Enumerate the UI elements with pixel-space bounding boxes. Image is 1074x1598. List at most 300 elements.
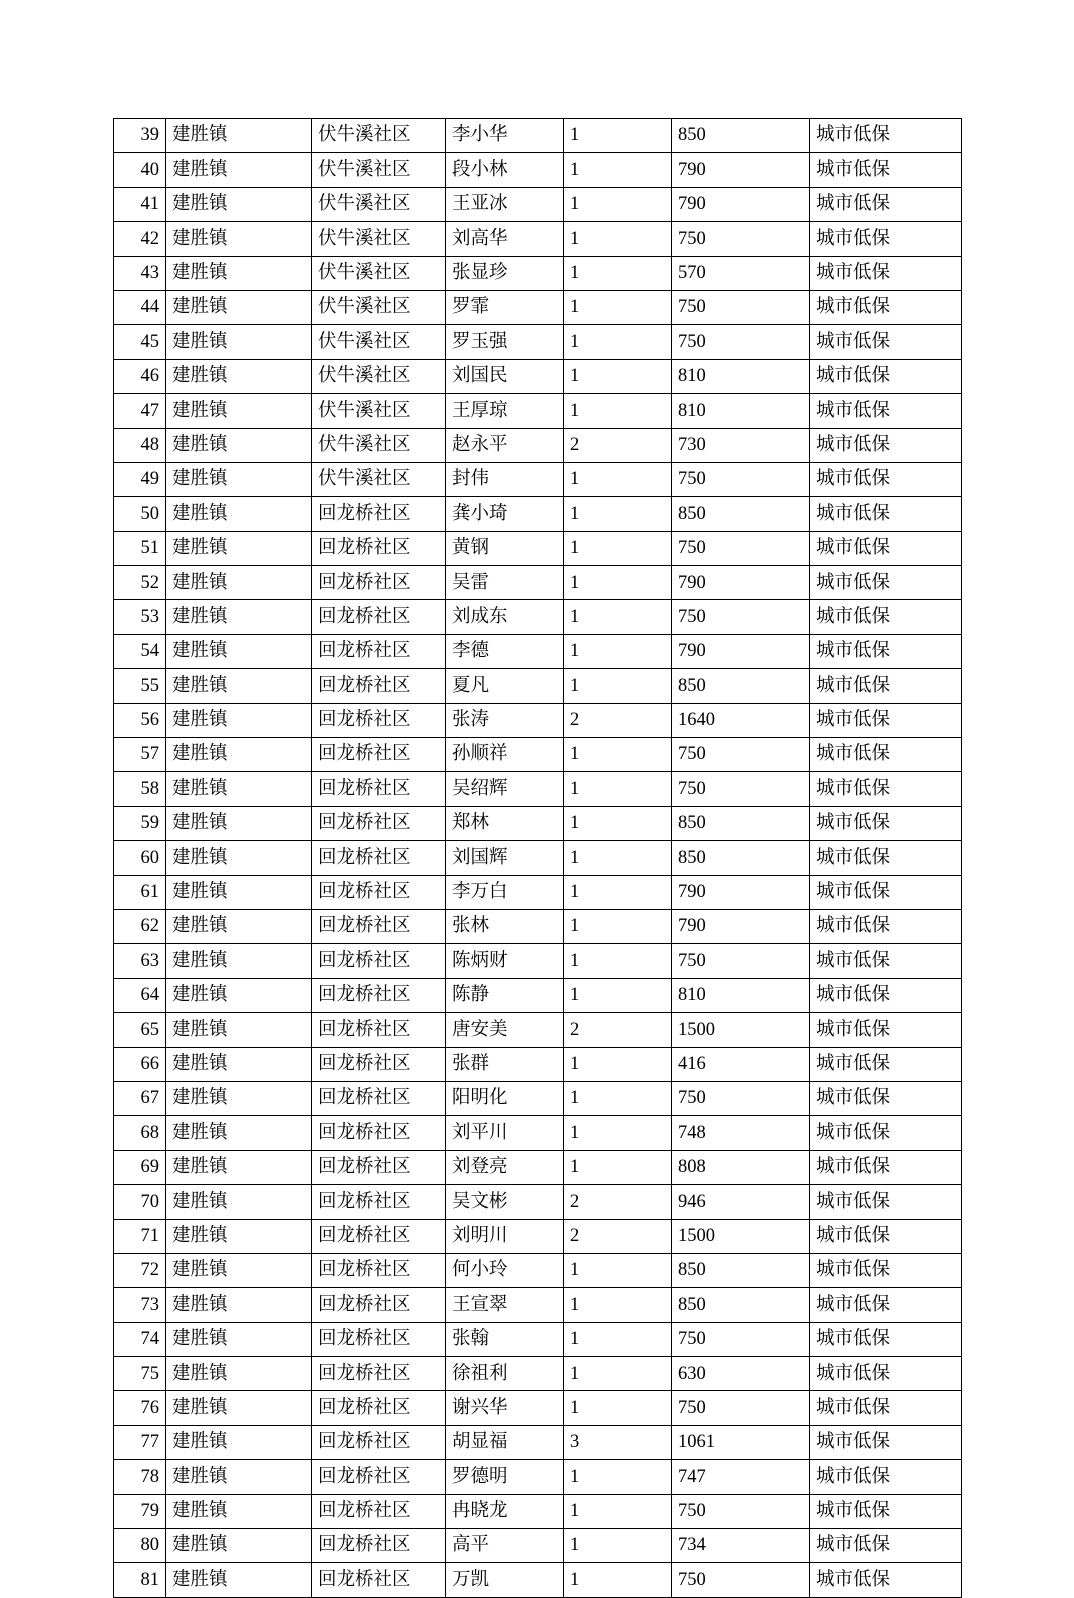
- table-row: [114, 359, 962, 393]
- cell-index: 55: [114, 669, 166, 703]
- table-row: [114, 256, 962, 290]
- cell-category: 城市低保: [810, 806, 962, 840]
- cell-index: 51: [114, 531, 166, 565]
- cell-person-count: 1: [564, 1494, 672, 1528]
- cell-index: 56: [114, 703, 166, 737]
- cell-person-count: 1: [564, 1116, 672, 1150]
- cell-town: 建胜镇: [166, 359, 312, 393]
- cell-community: 回龙桥社区: [312, 1253, 446, 1287]
- cell-name: 罗霏: [446, 290, 564, 324]
- cell-amount: 850: [672, 497, 810, 531]
- cell-person-count: 1: [564, 325, 672, 359]
- cell-index: 74: [114, 1322, 166, 1356]
- cell-category: 城市低保: [810, 222, 962, 256]
- cell-category: 城市低保: [810, 1288, 962, 1322]
- cell-name: 刘登亮: [446, 1150, 564, 1184]
- cell-index: 68: [114, 1116, 166, 1150]
- cell-index: 73: [114, 1288, 166, 1322]
- cell-community: 回龙桥社区: [312, 1425, 446, 1459]
- cell-name: 王宣翠: [446, 1288, 564, 1322]
- cell-town: 建胜镇: [166, 497, 312, 531]
- cell-category: 城市低保: [810, 1322, 962, 1356]
- cell-town: 建胜镇: [166, 119, 312, 153]
- cell-amount: 570: [672, 256, 810, 290]
- cell-person-count: 1: [564, 1081, 672, 1115]
- cell-amount: 748: [672, 1116, 810, 1150]
- cell-name: 张群: [446, 1047, 564, 1081]
- table-row: [114, 290, 962, 324]
- cell-town: 建胜镇: [166, 875, 312, 909]
- cell-person-count: 1: [564, 566, 672, 600]
- cell-town: 建胜镇: [166, 428, 312, 462]
- cell-town: 建胜镇: [166, 1529, 312, 1563]
- table-row: [114, 531, 962, 565]
- cell-town: 建胜镇: [166, 806, 312, 840]
- cell-person-count: 1: [564, 841, 672, 875]
- cell-person-count: 2: [564, 1219, 672, 1253]
- table-row: [114, 1288, 962, 1322]
- cell-index: 60: [114, 841, 166, 875]
- table-row: [114, 1494, 962, 1528]
- cell-community: 回龙桥社区: [312, 497, 446, 531]
- table-row: [114, 497, 962, 531]
- cell-category: 城市低保: [810, 1494, 962, 1528]
- cell-index: 41: [114, 187, 166, 221]
- cell-community: 回龙桥社区: [312, 841, 446, 875]
- cell-category: 城市低保: [810, 462, 962, 496]
- cell-name: 封伟: [446, 462, 564, 496]
- cell-person-count: 1: [564, 187, 672, 221]
- table-row: [114, 119, 962, 153]
- cell-amount: 1061: [672, 1425, 810, 1459]
- cell-index: 43: [114, 256, 166, 290]
- cell-community: 回龙桥社区: [312, 772, 446, 806]
- cell-community: 回龙桥社区: [312, 1357, 446, 1391]
- cell-name: 孙顺祥: [446, 738, 564, 772]
- cell-community: 回龙桥社区: [312, 1391, 446, 1425]
- cell-person-count: 1: [564, 1563, 672, 1597]
- cell-index: 42: [114, 222, 166, 256]
- cell-amount: 790: [672, 566, 810, 600]
- cell-amount: 750: [672, 325, 810, 359]
- cell-town: 建胜镇: [166, 1219, 312, 1253]
- cell-community: 伏牛溪社区: [312, 359, 446, 393]
- cell-amount: 1500: [672, 1013, 810, 1047]
- cell-category: 城市低保: [810, 497, 962, 531]
- cell-person-count: 1: [564, 1253, 672, 1287]
- cell-category: 城市低保: [810, 1185, 962, 1219]
- table-row: [114, 1013, 962, 1047]
- cell-community: 伏牛溪社区: [312, 290, 446, 324]
- cell-community: 回龙桥社区: [312, 738, 446, 772]
- cell-amount: 790: [672, 187, 810, 221]
- cell-category: 城市低保: [810, 1357, 962, 1391]
- cell-index: 45: [114, 325, 166, 359]
- cell-amount: 747: [672, 1460, 810, 1494]
- cell-amount: 850: [672, 806, 810, 840]
- cell-town: 建胜镇: [166, 325, 312, 359]
- cell-person-count: 1: [564, 1150, 672, 1184]
- cell-person-count: 1: [564, 1357, 672, 1391]
- cell-name: 李德: [446, 634, 564, 668]
- cell-index: 64: [114, 978, 166, 1012]
- cell-index: 44: [114, 290, 166, 324]
- cell-index: 81: [114, 1563, 166, 1597]
- cell-index: 80: [114, 1529, 166, 1563]
- cell-amount: 730: [672, 428, 810, 462]
- table-row: [114, 1529, 962, 1563]
- table-row: [114, 1047, 962, 1081]
- cell-community: 回龙桥社区: [312, 944, 446, 978]
- cell-name: 张翰: [446, 1322, 564, 1356]
- cell-category: 城市低保: [810, 738, 962, 772]
- cell-category: 城市低保: [810, 1253, 962, 1287]
- cell-amount: 734: [672, 1529, 810, 1563]
- cell-category: 城市低保: [810, 531, 962, 565]
- cell-person-count: 1: [564, 738, 672, 772]
- cell-community: 回龙桥社区: [312, 806, 446, 840]
- cell-amount: 750: [672, 1494, 810, 1528]
- cell-name: 郑林: [446, 806, 564, 840]
- cell-category: 城市低保: [810, 978, 962, 1012]
- cell-category: 城市低保: [810, 428, 962, 462]
- cell-person-count: 1: [564, 290, 672, 324]
- table-row: [114, 944, 962, 978]
- cell-amount: 750: [672, 1081, 810, 1115]
- cell-name: 胡显福: [446, 1425, 564, 1459]
- cell-category: 城市低保: [810, 256, 962, 290]
- cell-amount: 790: [672, 153, 810, 187]
- cell-community: 伏牛溪社区: [312, 462, 446, 496]
- table-row: [114, 669, 962, 703]
- cell-town: 建胜镇: [166, 1116, 312, 1150]
- cell-index: 76: [114, 1391, 166, 1425]
- table-row: [114, 909, 962, 943]
- table-row: [114, 1357, 962, 1391]
- cell-name: 夏凡: [446, 669, 564, 703]
- table-row: [114, 428, 962, 462]
- cell-name: 王亚冰: [446, 187, 564, 221]
- cell-community: 回龙桥社区: [312, 1150, 446, 1184]
- cell-index: 46: [114, 359, 166, 393]
- cell-town: 建胜镇: [166, 1288, 312, 1322]
- cell-town: 建胜镇: [166, 1185, 312, 1219]
- cell-name: 龚小琦: [446, 497, 564, 531]
- cell-name: 吴绍辉: [446, 772, 564, 806]
- cell-name: 刘平川: [446, 1116, 564, 1150]
- cell-category: 城市低保: [810, 944, 962, 978]
- cell-amount: 750: [672, 462, 810, 496]
- cell-category: 城市低保: [810, 669, 962, 703]
- cell-category: 城市低保: [810, 119, 962, 153]
- cell-town: 建胜镇: [166, 1563, 312, 1597]
- cell-community: 回龙桥社区: [312, 1185, 446, 1219]
- cell-name: 谢兴华: [446, 1391, 564, 1425]
- cell-town: 建胜镇: [166, 531, 312, 565]
- table-row: [114, 187, 962, 221]
- cell-amount: 850: [672, 119, 810, 153]
- cell-index: 59: [114, 806, 166, 840]
- table-row: [114, 875, 962, 909]
- cell-index: 77: [114, 1425, 166, 1459]
- cell-town: 建胜镇: [166, 222, 312, 256]
- cell-name: 吴雷: [446, 566, 564, 600]
- cell-category: 城市低保: [810, 600, 962, 634]
- cell-index: 63: [114, 944, 166, 978]
- cell-index: 40: [114, 153, 166, 187]
- cell-person-count: 1: [564, 531, 672, 565]
- cell-community: 回龙桥社区: [312, 600, 446, 634]
- cell-town: 建胜镇: [166, 909, 312, 943]
- cell-index: 78: [114, 1460, 166, 1494]
- cell-amount: 1640: [672, 703, 810, 737]
- cell-community: 回龙桥社区: [312, 1013, 446, 1047]
- cell-community: 回龙桥社区: [312, 875, 446, 909]
- cell-amount: 750: [672, 531, 810, 565]
- table-row: [114, 153, 962, 187]
- cell-person-count: 1: [564, 1391, 672, 1425]
- cell-amount: 630: [672, 1357, 810, 1391]
- cell-amount: 946: [672, 1185, 810, 1219]
- cell-index: 67: [114, 1081, 166, 1115]
- cell-name: 段小林: [446, 153, 564, 187]
- cell-community: 伏牛溪社区: [312, 394, 446, 428]
- cell-name: 李万白: [446, 875, 564, 909]
- table-row: [114, 1425, 962, 1459]
- cell-name: 高平: [446, 1529, 564, 1563]
- cell-amount: 750: [672, 1322, 810, 1356]
- cell-index: 52: [114, 566, 166, 600]
- cell-index: 39: [114, 119, 166, 153]
- cell-index: 47: [114, 394, 166, 428]
- cell-amount: 1500: [672, 1219, 810, 1253]
- cell-category: 城市低保: [810, 1081, 962, 1115]
- cell-community: 回龙桥社区: [312, 1494, 446, 1528]
- cell-amount: 750: [672, 1391, 810, 1425]
- table-row: [114, 1185, 962, 1219]
- cell-town: 建胜镇: [166, 1253, 312, 1287]
- cell-town: 建胜镇: [166, 1047, 312, 1081]
- cell-person-count: 1: [564, 153, 672, 187]
- table-row: [114, 600, 962, 634]
- table-row: [114, 566, 962, 600]
- cell-amount: 850: [672, 1288, 810, 1322]
- table-row: [114, 978, 962, 1012]
- table-row: [114, 1116, 962, 1150]
- cell-category: 城市低保: [810, 1425, 962, 1459]
- cell-town: 建胜镇: [166, 772, 312, 806]
- cell-person-count: 1: [564, 978, 672, 1012]
- cell-town: 建胜镇: [166, 566, 312, 600]
- cell-community: 伏牛溪社区: [312, 222, 446, 256]
- cell-name: 何小玲: [446, 1253, 564, 1287]
- cell-person-count: 1: [564, 634, 672, 668]
- cell-index: 75: [114, 1357, 166, 1391]
- cell-amount: 790: [672, 875, 810, 909]
- cell-town: 建胜镇: [166, 187, 312, 221]
- cell-town: 建胜镇: [166, 1357, 312, 1391]
- subsidy-recipients-table: [113, 118, 962, 1598]
- table-row: [114, 1253, 962, 1287]
- cell-town: 建胜镇: [166, 1013, 312, 1047]
- cell-name: 李小华: [446, 119, 564, 153]
- cell-community: 回龙桥社区: [312, 1529, 446, 1563]
- table-row: [114, 1081, 962, 1115]
- table-row: [114, 1391, 962, 1425]
- cell-category: 城市低保: [810, 703, 962, 737]
- cell-category: 城市低保: [810, 841, 962, 875]
- cell-index: 69: [114, 1150, 166, 1184]
- cell-amount: 750: [672, 290, 810, 324]
- cell-name: 唐安美: [446, 1013, 564, 1047]
- cell-person-count: 1: [564, 806, 672, 840]
- cell-category: 城市低保: [810, 634, 962, 668]
- cell-community: 伏牛溪社区: [312, 256, 446, 290]
- cell-community: 回龙桥社区: [312, 634, 446, 668]
- cell-community: 回龙桥社区: [312, 566, 446, 600]
- cell-name: 刘明川: [446, 1219, 564, 1253]
- cell-name: 罗德明: [446, 1460, 564, 1494]
- cell-town: 建胜镇: [166, 1391, 312, 1425]
- cell-index: 50: [114, 497, 166, 531]
- cell-community: 回龙桥社区: [312, 1219, 446, 1253]
- cell-amount: 750: [672, 222, 810, 256]
- cell-index: 53: [114, 600, 166, 634]
- cell-name: 刘成东: [446, 600, 564, 634]
- cell-community: 回龙桥社区: [312, 1288, 446, 1322]
- cell-category: 城市低保: [810, 1013, 962, 1047]
- cell-name: 罗玉强: [446, 325, 564, 359]
- cell-person-count: 1: [564, 1460, 672, 1494]
- table-row: [114, 394, 962, 428]
- cell-amount: 750: [672, 600, 810, 634]
- cell-amount: 808: [672, 1150, 810, 1184]
- cell-name: 徐祖利: [446, 1357, 564, 1391]
- cell-amount: 810: [672, 394, 810, 428]
- cell-person-count: 1: [564, 1322, 672, 1356]
- cell-category: 城市低保: [810, 566, 962, 600]
- cell-category: 城市低保: [810, 153, 962, 187]
- cell-name: 赵永平: [446, 428, 564, 462]
- cell-town: 建胜镇: [166, 290, 312, 324]
- cell-amount: 810: [672, 359, 810, 393]
- cell-town: 建胜镇: [166, 256, 312, 290]
- cell-community: 回龙桥社区: [312, 1116, 446, 1150]
- cell-community: 伏牛溪社区: [312, 119, 446, 153]
- cell-index: 65: [114, 1013, 166, 1047]
- cell-name: 黄钢: [446, 531, 564, 565]
- cell-name: 张涛: [446, 703, 564, 737]
- table-row: [114, 703, 962, 737]
- cell-person-count: 1: [564, 359, 672, 393]
- cell-name: 万凯: [446, 1563, 564, 1597]
- table-row: [114, 1322, 962, 1356]
- table-row: [114, 806, 962, 840]
- table-row: [114, 222, 962, 256]
- cell-amount: 810: [672, 978, 810, 1012]
- cell-amount: 790: [672, 634, 810, 668]
- cell-index: 79: [114, 1494, 166, 1528]
- cell-community: 回龙桥社区: [312, 909, 446, 943]
- cell-name: 冉晓龙: [446, 1494, 564, 1528]
- table-body: [114, 119, 962, 1598]
- cell-name: 张显珍: [446, 256, 564, 290]
- cell-category: 城市低保: [810, 290, 962, 324]
- table-row: [114, 1150, 962, 1184]
- cell-category: 城市低保: [810, 1150, 962, 1184]
- cell-amount: 750: [672, 772, 810, 806]
- cell-category: 城市低保: [810, 772, 962, 806]
- cell-town: 建胜镇: [166, 600, 312, 634]
- cell-community: 回龙桥社区: [312, 1081, 446, 1115]
- cell-index: 70: [114, 1185, 166, 1219]
- cell-town: 建胜镇: [166, 738, 312, 772]
- cell-town: 建胜镇: [166, 669, 312, 703]
- cell-index: 58: [114, 772, 166, 806]
- cell-person-count: 1: [564, 772, 672, 806]
- cell-amount: 416: [672, 1047, 810, 1081]
- cell-town: 建胜镇: [166, 462, 312, 496]
- table-row: [114, 634, 962, 668]
- cell-town: 建胜镇: [166, 978, 312, 1012]
- table-row: [114, 738, 962, 772]
- cell-person-count: 1: [564, 875, 672, 909]
- cell-category: 城市低保: [810, 1391, 962, 1425]
- cell-index: 66: [114, 1047, 166, 1081]
- cell-name: 张林: [446, 909, 564, 943]
- cell-community: 回龙桥社区: [312, 669, 446, 703]
- cell-person-count: 2: [564, 428, 672, 462]
- cell-town: 建胜镇: [166, 634, 312, 668]
- cell-amount: 750: [672, 738, 810, 772]
- table-row: [114, 1219, 962, 1253]
- cell-town: 建胜镇: [166, 841, 312, 875]
- table-row: [114, 841, 962, 875]
- cell-index: 62: [114, 909, 166, 943]
- cell-name: 刘国辉: [446, 841, 564, 875]
- cell-community: 回龙桥社区: [312, 978, 446, 1012]
- cell-community: 回龙桥社区: [312, 703, 446, 737]
- cell-community: 伏牛溪社区: [312, 428, 446, 462]
- cell-category: 城市低保: [810, 1047, 962, 1081]
- cell-town: 建胜镇: [166, 1081, 312, 1115]
- cell-name: 刘国民: [446, 359, 564, 393]
- cell-index: 54: [114, 634, 166, 668]
- cell-town: 建胜镇: [166, 944, 312, 978]
- cell-index: 57: [114, 738, 166, 772]
- cell-town: 建胜镇: [166, 153, 312, 187]
- cell-category: 城市低保: [810, 875, 962, 909]
- cell-community: 回龙桥社区: [312, 1047, 446, 1081]
- cell-person-count: 1: [564, 222, 672, 256]
- cell-community: 伏牛溪社区: [312, 187, 446, 221]
- cell-name: 吴文彬: [446, 1185, 564, 1219]
- cell-category: 城市低保: [810, 1460, 962, 1494]
- cell-community: 伏牛溪社区: [312, 325, 446, 359]
- table-row: [114, 772, 962, 806]
- cell-person-count: 1: [564, 119, 672, 153]
- cell-category: 城市低保: [810, 325, 962, 359]
- cell-person-count: 1: [564, 256, 672, 290]
- cell-town: 建胜镇: [166, 1150, 312, 1184]
- cell-category: 城市低保: [810, 1563, 962, 1597]
- cell-person-count: 1: [564, 462, 672, 496]
- cell-category: 城市低保: [810, 359, 962, 393]
- cell-person-count: 2: [564, 1185, 672, 1219]
- cell-index: 48: [114, 428, 166, 462]
- cell-person-count: 1: [564, 497, 672, 531]
- cell-name: 阳明化: [446, 1081, 564, 1115]
